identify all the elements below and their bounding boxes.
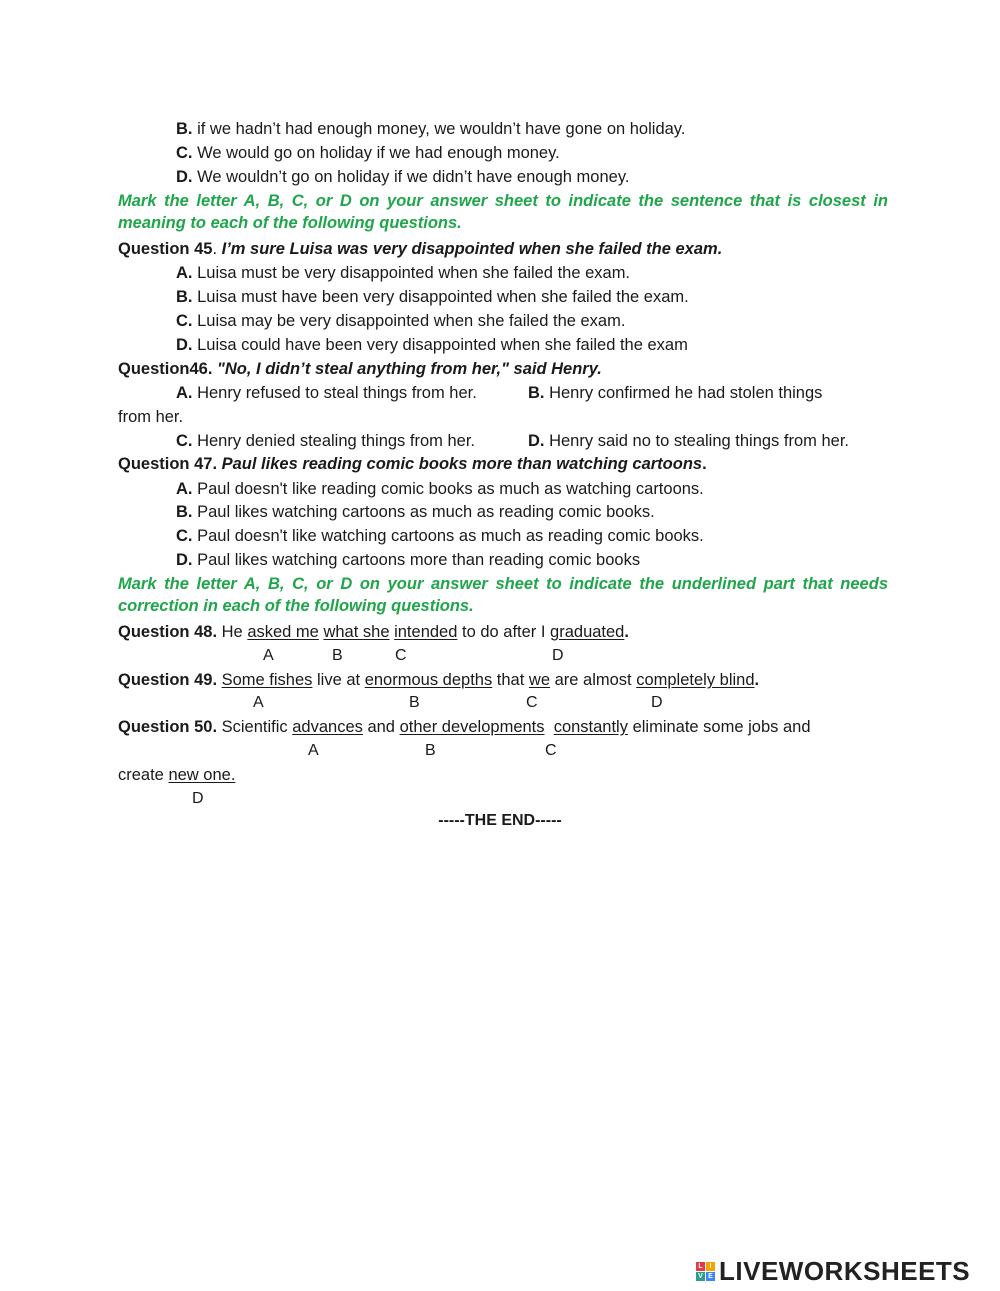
q48-label-b: B (332, 647, 343, 664)
q50-part-c: constantly (553, 718, 628, 736)
q46-option-a: A. Henry refused to steal things from her. (176, 384, 477, 402)
q49-label-d: D (651, 694, 663, 711)
q48-part-c: intended (394, 623, 458, 641)
q48-label-a: A (263, 647, 274, 664)
the-end-marker: -----THE END----- (438, 812, 562, 829)
q49-part-d: completely blind (636, 671, 755, 689)
q50-label-b: B (425, 742, 436, 759)
brand-name: LIVEWORKSHEETS (719, 1255, 971, 1286)
q44-option-b: B. if we hadn’t had enough money, we wouldn’t have gone on holiday. (176, 120, 686, 138)
q48-label-c: C (395, 647, 407, 664)
q45-stem: Question 45. I’m sure Luisa was very disappointed when she failed the exam. (118, 240, 723, 258)
q49-part-b: enormous depths (364, 671, 493, 689)
logo-letter-l: L (696, 1262, 705, 1271)
q44-option-c: C. We would go on holiday if we had enough money. (176, 144, 560, 162)
liveworksheets-logo (696, 1256, 970, 1286)
logo-letter-v: V (696, 1272, 705, 1281)
q45-option-d: D. Luisa could have been very disappointed when she failed the exam (176, 336, 688, 354)
q50-sentence: Question 50. Scientific advances and other developments constantly eliminate some jobs and (118, 718, 811, 736)
q50-part-a: advances (292, 718, 363, 736)
q49-part-c: we (528, 671, 550, 689)
q48-part-d: graduated (550, 623, 625, 641)
q48-label-d: D (552, 647, 564, 664)
q50-part-b: other developments (399, 718, 545, 736)
q47-option-d: D. Paul likes watching cartoons more than reading comic books (176, 551, 641, 569)
q46-option-b-continued: from her. (118, 408, 184, 426)
q45-option-c: C. Luisa may be very disappointed when she failed the exam. (176, 312, 626, 330)
q50-label-c: C (545, 742, 557, 759)
q47-option-a: A. Paul doesn't like reading comic books as much as watching cartoons. (176, 480, 704, 498)
q50-part-d: new one. (168, 766, 236, 784)
q48-part-a: asked me (247, 623, 319, 641)
live-logo-icon (696, 1262, 715, 1281)
q44-option-d: D. We wouldn’t go on holiday if we didn’t have enough money. (176, 168, 630, 186)
q49-label-a: A (253, 694, 264, 711)
q47-stem: Question 47. Paul likes reading comic books more than watching cartoons. (118, 455, 707, 473)
instruction-closest-meaning: Mark the letter A, B, C, or D on your answer sheet to indicate the sentence that is closest in meaning to each of the following questions. (118, 192, 888, 232)
q45-option-b: B. Luisa must have been very disappointed when she failed the exam. (176, 288, 689, 306)
q48-part-b: what she (323, 623, 390, 641)
q49-label-c: C (526, 694, 538, 711)
q49-part-a: Some fishes (221, 671, 313, 689)
q48-sentence: Question 48. He asked me what she intended to do after I graduated. (118, 623, 629, 641)
logo-letter-e: E (706, 1272, 715, 1281)
logo-letter-i: I (706, 1262, 715, 1271)
q47-option-b: B. Paul likes watching cartoons as much as reading comic books. (176, 503, 655, 521)
q47-option-c: C. Paul doesn't like watching cartoons as much as reading comic books. (176, 527, 704, 545)
q46-option-b: B. Henry confirmed he had stolen things (528, 384, 823, 402)
q50-label-d: D (192, 790, 204, 807)
q46-option-c: C. Henry denied stealing things from her. (176, 432, 475, 450)
q50-label-a: A (308, 742, 319, 759)
q46-stem: Question46. "No, I didn’t steal anything from her," said Henry. (118, 360, 602, 378)
instruction-error-correction: Mark the letter A, B, C, or D on your answer sheet to indicate the underlined part that needs correction in each of the following questions. (118, 575, 888, 615)
q45-option-a: A. Luisa must be very disappointed when she failed the exam. (176, 264, 631, 282)
q49-sentence: Question 49. Some fishes live at enormous depths that we are almost completely blind. (118, 671, 760, 689)
q50-sentence-continued: create new one. (118, 766, 236, 784)
q49-label-b: B (409, 694, 420, 711)
q46-option-d: D. Henry said no to stealing things from her. (528, 432, 850, 450)
